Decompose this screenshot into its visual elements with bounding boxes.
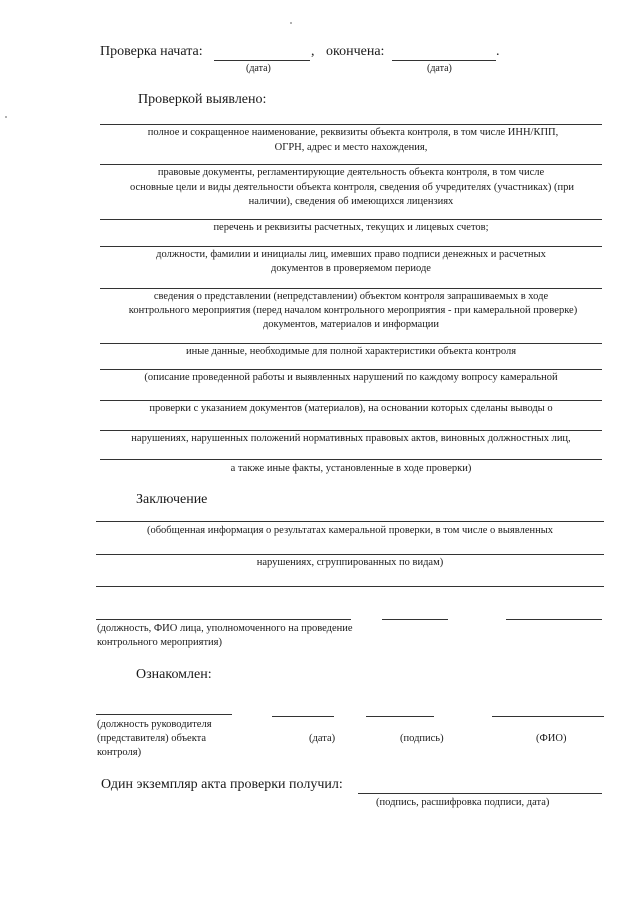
conclusion-line-2[interactable] [96, 554, 604, 555]
head-name-caption: (ФИО) [536, 733, 567, 744]
work-description-caption: (описание проведенной работы и выявленных нарушений по каждому вопросу камеральной [144, 372, 558, 383]
fill-line-1[interactable] [100, 124, 602, 125]
object-name-caption: полное и сокращенное наименование, реквизиты объекта контроля, в том числе ИНН/КПП, [147, 127, 559, 138]
head-signature-caption: (подпись) [400, 733, 444, 744]
conclusion-caption: (обобщенная информация о результатах камеральной проверки, в том числе о выявленных [146, 525, 554, 536]
check-finished-label: окончена: [326, 44, 385, 59]
copy-received-label: Один экземпляр акта проверки получил: [101, 777, 343, 792]
head-position-line[interactable] [96, 714, 232, 715]
documents-caption-3: документов, материалов и информации [262, 319, 440, 330]
conclusion-title: Заключение [136, 492, 208, 507]
documents-caption: сведения о представлении (непредставлении) объектом контроля запрашиваемых в ходе [153, 291, 549, 302]
conclusion-line-3[interactable] [96, 586, 604, 587]
end-date-caption: (дата) [427, 63, 452, 74]
fill-line-10[interactable] [100, 459, 602, 460]
accounts-caption: перечень и реквизиты расчетных, текущих и лицевых счетов; [213, 222, 489, 233]
start-date-caption: (дата) [246, 63, 271, 74]
official-signature-line[interactable] [382, 619, 448, 620]
fill-line-3[interactable] [100, 219, 602, 220]
official-name-line[interactable] [506, 619, 602, 620]
documents-caption-2: контрольного мероприятия (перед началом контрольного мероприятия - при камеральной проверке) [128, 305, 578, 316]
fill-line-4[interactable] [100, 246, 602, 247]
legal-docs-caption: правовые документы, регламентирующие деятельность объекта контроля, в том числе [157, 167, 545, 178]
head-position-caption: (должность руководителя [97, 719, 212, 730]
end-date-field[interactable] [392, 60, 496, 61]
object-name-caption-2: ОГРН, адрес и место нахождения, [274, 142, 428, 153]
official-caption: (должность, ФИО лица, уполномоченного на проведение [97, 623, 353, 634]
legal-docs-caption-3: наличии), сведения об имеющихся лицензиях [248, 196, 454, 207]
scan-dot [5, 116, 7, 118]
work-description-caption-3: нарушениях, нарушенных положений нормативных правовых актов, виновных должностных лиц, [131, 433, 571, 444]
head-signature-line[interactable] [366, 716, 434, 717]
fill-line-9[interactable] [100, 430, 602, 431]
fill-line-5[interactable] [100, 288, 602, 289]
other-data-caption: иные данные, необходимые для полной характеристики объекта контроля [185, 346, 517, 357]
head-date-caption: (дата) [309, 733, 336, 744]
official-caption-2: контрольного мероприятия) [97, 637, 222, 648]
fill-line-2[interactable] [100, 164, 602, 165]
copy-received-line[interactable] [358, 793, 602, 794]
work-description-caption-2: проверки с указанием документов (материалов), на основании которых сделаны выводы о [149, 403, 553, 414]
head-position-caption-3: контроля) [97, 747, 142, 758]
scan-dot [290, 22, 292, 24]
findings-title: Проверкой выявлено: [138, 92, 267, 107]
fill-line-6[interactable] [100, 343, 602, 344]
legal-docs-caption-2: основные цели и виды деятельности объекта контроля, сведения об учредителях (участниках) (при [129, 182, 575, 193]
comma-separator: , [311, 44, 315, 59]
official-position-line[interactable] [96, 619, 351, 620]
work-description-caption-4: а также иные факты, установленные в ходе проверки) [230, 463, 472, 474]
end-dot: . [496, 44, 500, 59]
conclusion-caption-2: нарушениях, сгруппированных по видам) [256, 557, 444, 568]
signers-caption-2: документов в проверяемом периоде [271, 263, 431, 274]
head-name-line[interactable] [492, 716, 604, 717]
fill-line-8[interactable] [100, 400, 602, 401]
head-position-caption-2: (представителя) объекта [97, 733, 207, 744]
head-date-line[interactable] [272, 716, 334, 717]
signers-caption: должности, фамилии и инициалы лиц, имевших право подписи денежных и расчетных [156, 249, 546, 260]
start-date-field[interactable] [214, 60, 310, 61]
conclusion-line-1[interactable] [96, 521, 604, 522]
acquainted-title: Ознакомлен: [136, 667, 212, 682]
fill-line-7[interactable] [100, 369, 602, 370]
copy-received-caption: (подпись, расшифровка подписи, дата) [376, 797, 550, 808]
check-started-label: Проверка начата: [100, 44, 203, 59]
